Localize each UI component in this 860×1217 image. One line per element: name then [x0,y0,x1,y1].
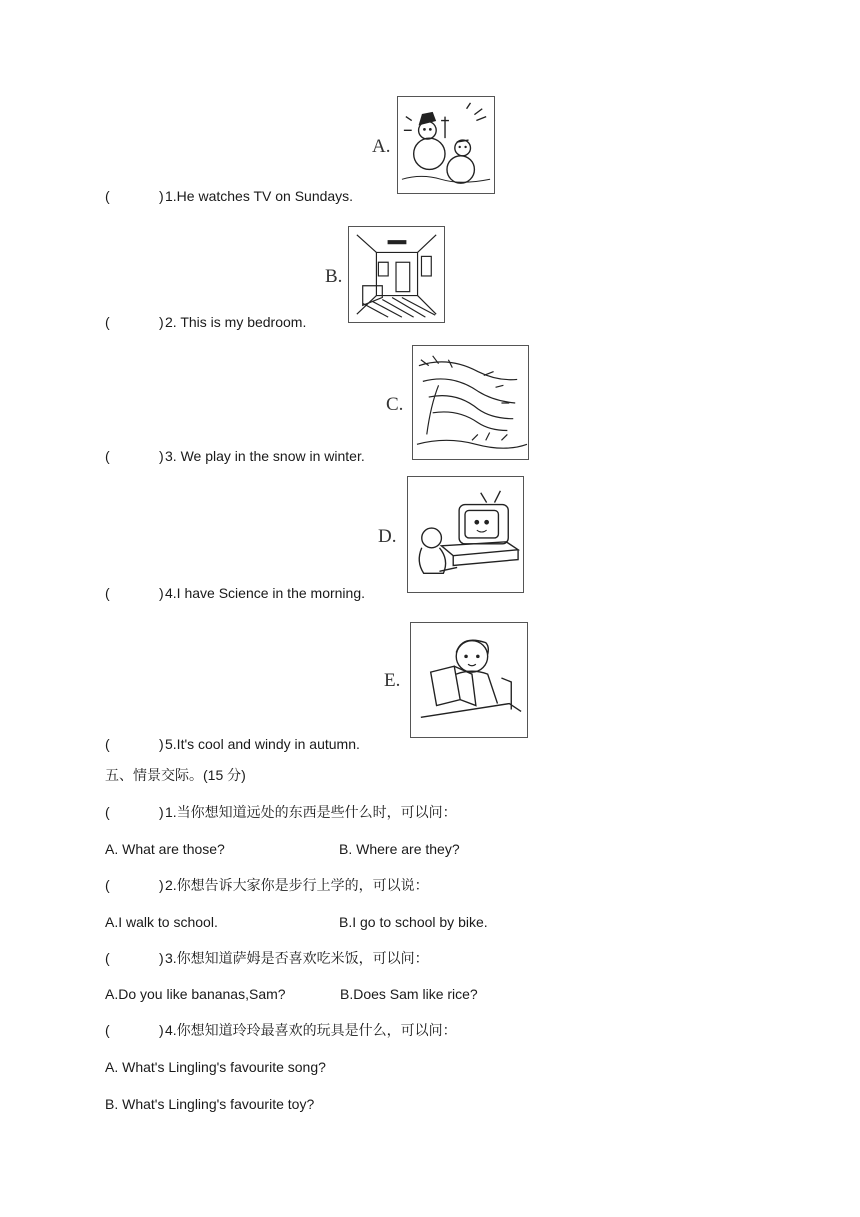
answer-paren-close: ) [159,950,164,966]
section-heading: 五、情景交际。(15 分) [105,767,246,783]
answer-paren-open: ( [105,1022,110,1038]
windy-tree-icon [412,345,529,460]
snowman-icon [397,96,495,194]
option-b: B.Does Sam like rice? [340,986,478,1002]
answer-paren-open: ( [105,448,110,464]
answer-paren-close: ) [159,188,164,204]
question-text: 4.I have Science in the morning. [165,585,366,601]
situation-options-1 [105,840,705,858]
option-b: B. What's Lingling's favourite toy? [105,1096,315,1112]
question-text: 3.你想知道萨姆是否喜欢吃米饭，可以问： [165,950,429,966]
answer-paren-close: ) [159,877,164,893]
option-a: A.I walk to school. [105,914,218,930]
question-text: 3. We play in the snow in winter. [165,448,365,464]
picture-b-letter: B. [325,266,343,287]
question-text: 2.你想告诉大家你是步行上学的，可以说： [165,877,429,893]
situation-question-2 [105,876,605,894]
answer-paren-close: ) [159,314,164,330]
situation-question-3 [105,949,605,967]
answer-paren-open: ( [105,314,110,330]
option-a: A. What's Lingling's favourite song? [105,1059,326,1075]
answer-paren-close: ) [159,1022,164,1038]
answer-paren-close: ) [159,585,164,601]
answer-paren-close: ) [159,736,164,752]
match-question-2 [105,313,605,331]
picture-e-letter: E. [384,670,401,691]
question-text: 4.你想知道玲玲最喜欢的玩具是什么，可以问： [165,1022,457,1038]
situation-question-4 [105,1021,605,1039]
answer-paren-open: ( [105,950,110,966]
picture-c-letter: C. [386,394,404,415]
question-text: 1.He watches TV on Sundays. [165,188,354,204]
boy-reading-book-icon [410,622,528,738]
option-a: A. What are those? [105,841,225,857]
answer-paren-close: ) [159,804,164,820]
answer-paren-open: ( [105,804,110,820]
situation-options-3 [105,985,705,1003]
option-b: B.I go to school by bike. [339,914,488,930]
answer-paren-open: ( [105,585,110,601]
question-text: 5.It's cool and windy in autumn. [165,736,360,752]
question-text: 2. This is my bedroom. [165,314,307,330]
match-question-1 [105,187,605,205]
option-b: B. Where are they? [339,841,460,857]
child-watching-tv-icon [407,476,524,593]
match-question-4 [105,584,605,602]
bedroom-icon [348,226,445,323]
question-text: 1.当你想知道远处的东西是些什么时，可以问： [165,804,457,820]
situation-question-1 [105,803,605,821]
situation-options-2 [105,913,705,931]
match-question-5 [105,735,605,753]
picture-a-letter: A. [372,136,391,157]
answer-paren-open: ( [105,736,110,752]
option-a: A.Do you like bananas,Sam? [105,986,286,1002]
match-question-3 [105,447,605,465]
picture-d-letter: D. [378,526,397,547]
answer-paren-open: ( [105,877,110,893]
answer-paren-open: ( [105,188,110,204]
answer-paren-close: ) [159,448,164,464]
